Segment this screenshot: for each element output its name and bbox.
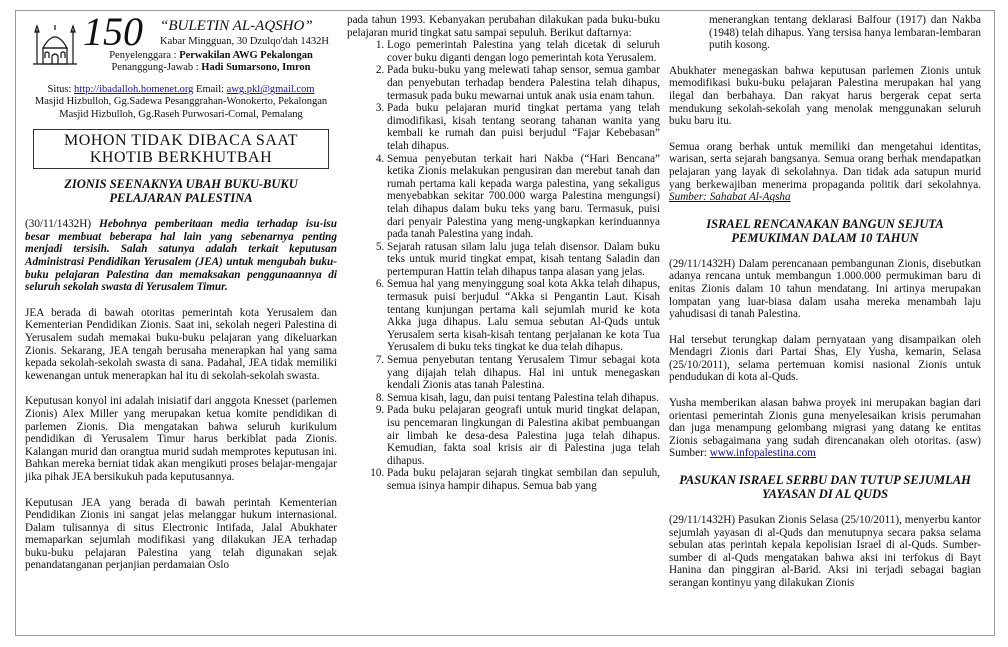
list-item: 6. Semua hal yang menyinggung soal kota Akka telah dihapus, termasuk puisi berjudul “Akka si Pengantin Laut. Kisah tentang kunjungan pertama kali sejumlah murid ke kota Akka juga dihapus. Lalu semua sebutan Al-Quds untuk Yerusalem serta kisah-kisah tentang perjalanan ke kota Tua Yerusalem di buku teks tingkat ke dua telah dihapus. <box>387 278 660 354</box>
list-item: 9. Pada buku pelajaran geografi untuk murid tingkat delapan, isu pencemaran lingkungan di Palestina akibat pembuangan air limbah ke desa-desa Palestina juga telah dihapus. Kemudian, fakta soal krisis air di Palestina juga telah dihapus. <box>387 404 660 467</box>
address-2: Masjid Hizbulloh, Gg.Raseh Purwosari-Comal, Pemalang <box>59 108 303 120</box>
article1-paragraph: JEA berada di bawah otoritas pemerintah kota Yerusalem dan Kementerian Pendidikan Zionis. Saat ini, sekolah negeri Palestina di Yerusalem sudah memakai buku-buku pelajaran yang dikeluarkan Zionis. Sekarang, JEA tengah berusaha menerapkan hal yang sama kepada sekolah-sekolah swasta di sana. Padahal, JEA tidak memiliki kewenangan untuk menerapkan hal itu di sekolah-sekolah swasta. <box>25 306 337 382</box>
article2-title-line2: PEMUKIMAN DALAM 10 TAHUN <box>731 230 919 245</box>
article1-paragraph: Keputusan JEA yang berada di bawah perintah Kementerian Pendidikan Zionis ini sangat jelas melanggar hukum internasional. Dalam tulisannya di situs Electronic Intifada, Jalal Abukhater memaparkan sejumlah modifikasi yang dilakukan JEA terhadap buku-buku pelajaran Palestina yang telah digunakan sejak penandatanganan perjanjian perdamaian Oslo <box>25 496 337 572</box>
column-3 <box>669 14 981 603</box>
article3-title-line2: YAYASAN DI AL QUDS <box>761 487 889 502</box>
article1-source: Sumber: Sahabat Al-Aqsha <box>669 191 791 204</box>
list-item-continued: menerangkan tentang deklarasi Balfour (1917) dan Nakba (1948) telah dihapus. Yang tersisa hanya lembaran-lembaran putih kosong. <box>709 14 981 52</box>
organizer-name: Perwakilan AWG Pekalongan <box>179 50 313 61</box>
column-1 <box>25 9 337 585</box>
list-item: 1. Logo pemerintah Palestina yang telah dicetak di seluruh cover buku diganti dengan logo pemerintah kota Yerusalem. <box>387 39 660 64</box>
notice-line-1: MOHON TIDAK DIBACA SAAT <box>64 132 298 150</box>
article3-title-line1: PASUKAN ISRAEL SERBU DAN TUTUP SEJUMLAH <box>679 473 971 488</box>
list-item: 8. Semua kisah, lagu, dan puisi tentang Palestina telah dihapus. <box>387 392 660 405</box>
list-item: 2. Pada buku-buku yang melewati tahap sensor, semua gambar dan penyebutan terhadap bendera Palestina telah dihapus, termasuk pada buku mewarnai untuk anak usia enam tahun. <box>387 64 660 102</box>
pic-label: Penanggung-Jawab : <box>111 61 202 73</box>
article1-lead-paragraph <box>25 218 337 294</box>
article1-paragraph: Keputusan konyol ini adalah inisiatif dari anggota Knesset (parlemen Zionis) Alex Miller yang merupakan ketua komite pendidikan di parlemen Zionis. Dia mengatakan bahwa seluruh kurikulum pendidikan di Yerusalem Timur harus berkiblat pada Zionis. Kalangan murid dan orangtua murid sudah memprotes keputusan ini. Bahkan mereka berniat tidak akan mengikuti proses belajar-mengajar jika pihak JEA bersikukuh pada keputusannya. <box>25 395 337 483</box>
list-item: 10. Pada buku pelajaran sejarah tingkat sembilan dan sepuluh, semua isinya hampir dihapus. Semua bab yang <box>387 467 660 492</box>
article1-paragraph-continued: pada tahun 1993. Kebanyakan perubahan dilakukan pada buku-buku pelajaran murid tingkat satu sampai sepuluh. Berikut daftarnya: <box>347 14 660 39</box>
column-2 <box>347 14 660 493</box>
site-link[interactable]: http://ibadalloh.homenet.org <box>74 84 194 95</box>
modification-list <box>347 39 660 492</box>
article1-title <box>25 177 337 205</box>
notice-line-2: KHOTIB BERKHUTBAH <box>89 149 273 167</box>
address-1: Masjid Hizbulloh, Gg.Sadewa Pesanggrahan-Wonokerto, Pekalongan <box>34 96 328 108</box>
article2-title-line1: ISRAEL RENCANAKAN BANGUN SEJUTA <box>706 216 944 231</box>
article1-title-line2: PELAJARAN PALESTINA <box>109 191 253 206</box>
contact-info <box>25 84 337 121</box>
article2-paragraph <box>669 397 981 460</box>
article1-dateline: (30/11/1432H) <box>25 218 100 231</box>
article1-paragraph: Abukhater menegaskan bahwa keputusan parlemen Zionis untuk memodifikasi buku-buku pelajaran Palestina merupakan hal yang ilegal dan berbahaya. Dan rakyat harus bergerak cepat serta mendukung sekolah-sekolah yang menolak menggunakan seluruh buku baru itu. <box>669 64 981 128</box>
article1-lead: Hebohnya pemberitaan media terhadap isu-isu besar membuat beberapa hal lain yang sebenarnya penting menjadi tersisih. Salah satunya adalah terkait keputusan Administrasi Pendidikan Yerusalem (JEA) untuk mengubah buku-buku pelajaran Palestina dan memaksakan penggunaannya di seluruh sekolah swasta di Yerusalem Timur. <box>25 218 337 294</box>
bulletin-subtitle: Kabar Mingguan, 30 Dzulqo'dah 1432H <box>160 36 329 47</box>
email-link[interactable]: awg.pkl@gmail.com <box>226 84 315 95</box>
article2-title <box>669 217 981 245</box>
organizer-info <box>25 50 337 73</box>
notice-box <box>33 129 329 169</box>
organizer-label: Penyelenggara : <box>109 50 180 61</box>
article2-paragraph: (29/11/1432H) Dalam perencanaan pembangunan Zionis, disebutkan adanya rencana untuk membangun 1.000.000 permukiman baru di enitas Zionis dalam 10 tahun mendatang. Ini artinya merupakan lompatan yang luar-biasa dalam usaha mereka menambah laju yahudisasi di tanah Palestina. <box>669 257 981 321</box>
article3-paragraph: (29/11/1432H) Pasukan Zionis Selasa (25/10/2011), menyerbu kantor sejumlah yayasan di al-Quds dan menutupnya secara paksa selama sebulan atas perintah kepala kepolisian Israel di al-Quds. Sumber-sumber di al-Quds mengatakan bahwa aksi ini terfokus di Bayt Hanina dan pinggiran al-Barid. Aksi ini terjadi sebagai bagian serangan kontinyu yang dilakukan Zionis <box>669 514 981 589</box>
site-label: Situs: <box>47 84 75 95</box>
list-item: 7. Semua penyebutan tentang Yerusalem Timur sebagai kota yang dijajah telah dihapus. Hal ini untuk menegaskan kendali Zionis atas tanah Palestina. <box>387 354 660 392</box>
article2-p3: Yusha memberikan alasan bahwa proyek ini merupakan bagian dari orientasi pemerintah Zionis guna menyelesaikan krisis perumahan dan juga menampung gelombang migrasi yang datang ke entitas Zionis sebagaimana yang sudah direncanakan oleh otoritas. (asw) Sumber: <box>669 397 981 460</box>
list-item: 5. Sejarah ratusan silam lalu juga telah disensor. Dalam buku teks untuk murid tingkat empat, kisah tentang Saladin dan pertempuran Hattin telah dihapus tanpa alasan yang jelas. <box>387 241 660 279</box>
article1-paragraph <box>669 141 981 204</box>
masthead <box>25 9 337 84</box>
article1-p5: Semua orang berhak untuk memiliki dan mengetahui identitas, warisan, serta sejarah bangsanya. Semua orang berhak mendapatkan pelajaran yang layak di sekolahnya. Dan tidak ada satupun murid yang berkewajiban menerima propaganda politik dari sekolahnya. <box>669 140 981 191</box>
pic-name: Hadi Sumarsono, Imron <box>201 61 311 73</box>
email-label: Email: <box>193 84 227 95</box>
article1-title-line1: ZIONIS SEENAKNYA UBAH BUKU-BUKU <box>64 177 298 192</box>
article2-paragraph: Hal tersebut terungkap dalam pernyataan yang disampaikan oleh Mendagri Zionis dari Partai Shas, Ely Yusha, kemarin, Selasa (25/10/2011), selama pertemuan komisi nasional Zionis untuk pendudukan di kota al-Quds. <box>669 333 981 384</box>
list-item: 3. Pada buku pelajaran murid tingkat pertama yang telah dimodifikasi, kisah tentang seorang tahanan wanita yang kembali ke rumah dan puisi berjudul “Fajar Kebebasan” telah dihapus. <box>387 102 660 152</box>
bulletin-title: “BULETIN AL-AQSHO” <box>160 18 313 34</box>
article3-title <box>669 473 981 501</box>
article2-source-link[interactable]: www.infopalestina.com <box>709 447 816 460</box>
issue-number: 150 <box>83 9 143 54</box>
list-item: 4. Semua penyebutan terkait hari Nakba (“Hari Bencana” ketika Zionis melakukan pengusiran dan merebut tanah dan rumah pertama kali kepada warga palestina, yang sekaligus menyebabkan sekitar 700.000 warga Palestina mengungsi) telah dihapus dalam buku teks yang baru. Termasuk, puisi dari penyair Palestina yang meng-ungkapkan kerinduannya pada tanah Palestina yang indah. <box>387 153 660 241</box>
